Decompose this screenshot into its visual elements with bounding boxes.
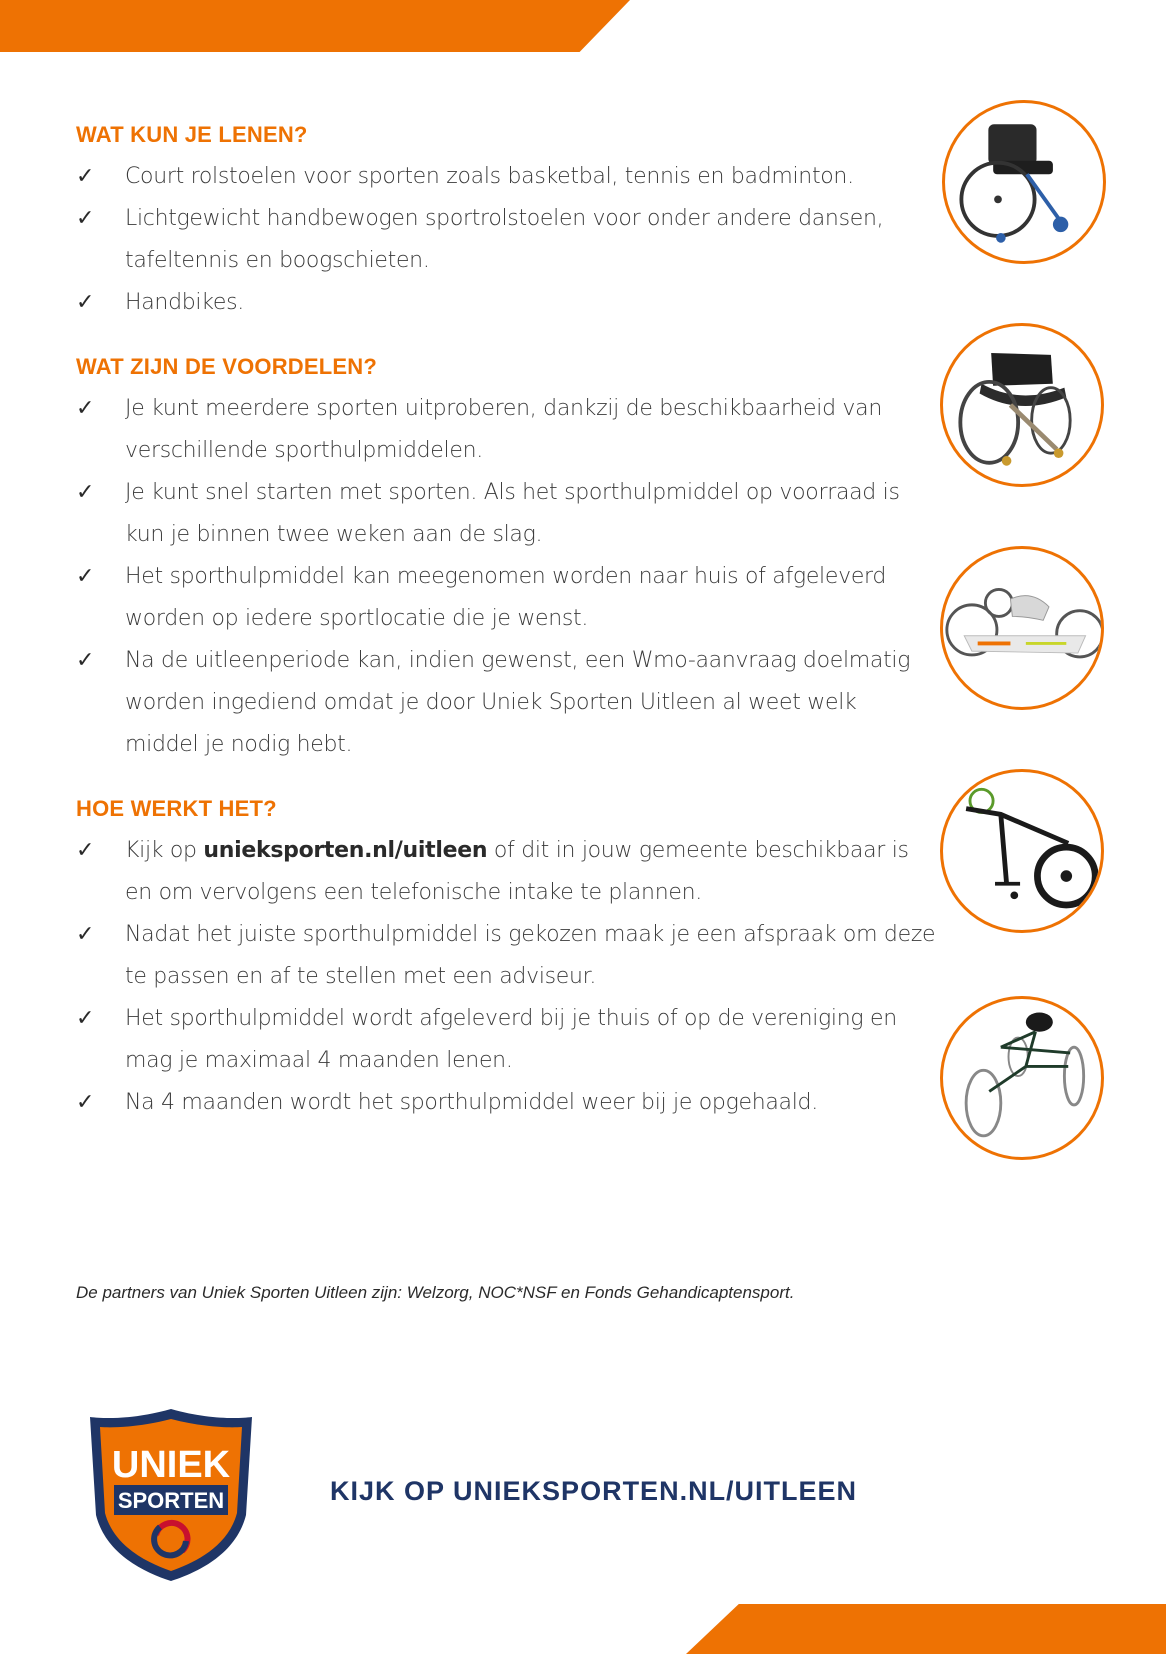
top-orange-banner	[0, 0, 630, 52]
checkmark-icon: ✓	[76, 480, 95, 505]
section-hoe-werkt-het	[76, 796, 936, 1124]
list-item: ✓ Kijk op unieksporten.nl/uitleen of dit in jouw gemeente beschikbaar is en om vervolgens een telefonische intake te plannen.	[76, 830, 936, 914]
list-item: ✓ Het sporthulpmiddel wordt afgeleverd bij je thuis of op de vereniging en mag je maximaal 4 maanden lenen.	[76, 998, 936, 1082]
checklist	[76, 388, 936, 766]
court-wheelchair-icon	[940, 323, 1104, 487]
list-item: ✓ Nadat het juiste sporthulpmiddel is gekozen maak je een afspraak om deze te passen en af te stellen met een adviseur.	[76, 914, 936, 998]
list-item: ✓ Na 4 maanden wordt het sporthulpmiddel weer bij je opgehaald.	[76, 1082, 936, 1124]
logo-text-sporten: SPORTEN	[117, 1488, 225, 1513]
checkmark-icon: ✓	[76, 164, 95, 189]
website-link[interactable]: unieksporten.nl/uitleen	[203, 838, 488, 863]
checkmark-icon: ✓	[76, 206, 95, 231]
partners-note: De partners van Uniek Sporten Uitleen zijn: Welzorg, NOC*NSF en Fonds Gehandicaptensport.	[76, 1283, 795, 1302]
checkmark-icon: ✓	[76, 564, 95, 589]
section-heading: HOE WERKT HET?	[76, 796, 277, 821]
list-item: ✓ Lichtgewicht handbewogen sportrolstoelen voor onder andere dansen, tafeltennis en boogschieten.	[76, 198, 936, 282]
list-item: ✓ Handbikes.	[76, 282, 936, 324]
wheelchair-attachment-handbike-icon	[940, 769, 1104, 933]
list-item: ✓ Je kunt snel starten met sporten. Als het sporthulpmiddel op voorraad is kun je binnen twee weken aan de slag.	[76, 472, 936, 556]
section-heading: WAT KUN JE LENEN?	[76, 122, 308, 147]
race-runner-icon	[940, 996, 1104, 1160]
list-item: ✓ Het sporthulpmiddel kan meegenomen worden naar huis of afgeleverd worden op iedere sportlocatie die je wenst.	[76, 556, 936, 640]
sport-wheelchair-icon	[942, 100, 1106, 264]
checklist	[76, 156, 936, 324]
checkmark-icon: ✓	[76, 290, 95, 315]
checkmark-icon: ✓	[76, 838, 95, 863]
checkmark-icon: ✓	[76, 922, 95, 947]
section-lenen	[76, 122, 936, 324]
checkmark-icon: ✓	[76, 1090, 95, 1115]
uniek-sporten-logo	[86, 1405, 256, 1585]
cta-website[interactable]: KIJK OP UNIEKSPORTEN.NL/UITLEEN	[330, 1476, 858, 1506]
bottom-orange-banner	[686, 1604, 1166, 1654]
handbike-icon	[940, 546, 1104, 710]
checkmark-icon: ✓	[76, 1006, 95, 1031]
section-voordelen	[76, 354, 936, 766]
checklist	[76, 830, 936, 1124]
checkmark-icon: ✓	[76, 396, 95, 421]
list-item: ✓ Na de uitleenperiode kan, indien gewenst, een Wmo-aanvraag doelmatig worden ingediend omdat je door Uniek Sporten Uitleen al weet welk middel je nodig hebt.	[76, 640, 936, 766]
section-heading: WAT ZIJN DE VOORDELEN?	[76, 354, 378, 379]
main-content	[76, 122, 936, 1154]
list-item: ✓ Court rolstoelen voor sporten zoals basketbal, tennis en badminton.	[76, 156, 936, 198]
logo-text-uniek: UNIEK	[111, 1444, 231, 1486]
checkmark-icon: ✓	[76, 648, 95, 673]
list-item: ✓ Je kunt meerdere sporten uitproberen, dankzij de beschikbaarheid van verschillende sporthulpmiddelen.	[76, 388, 936, 472]
